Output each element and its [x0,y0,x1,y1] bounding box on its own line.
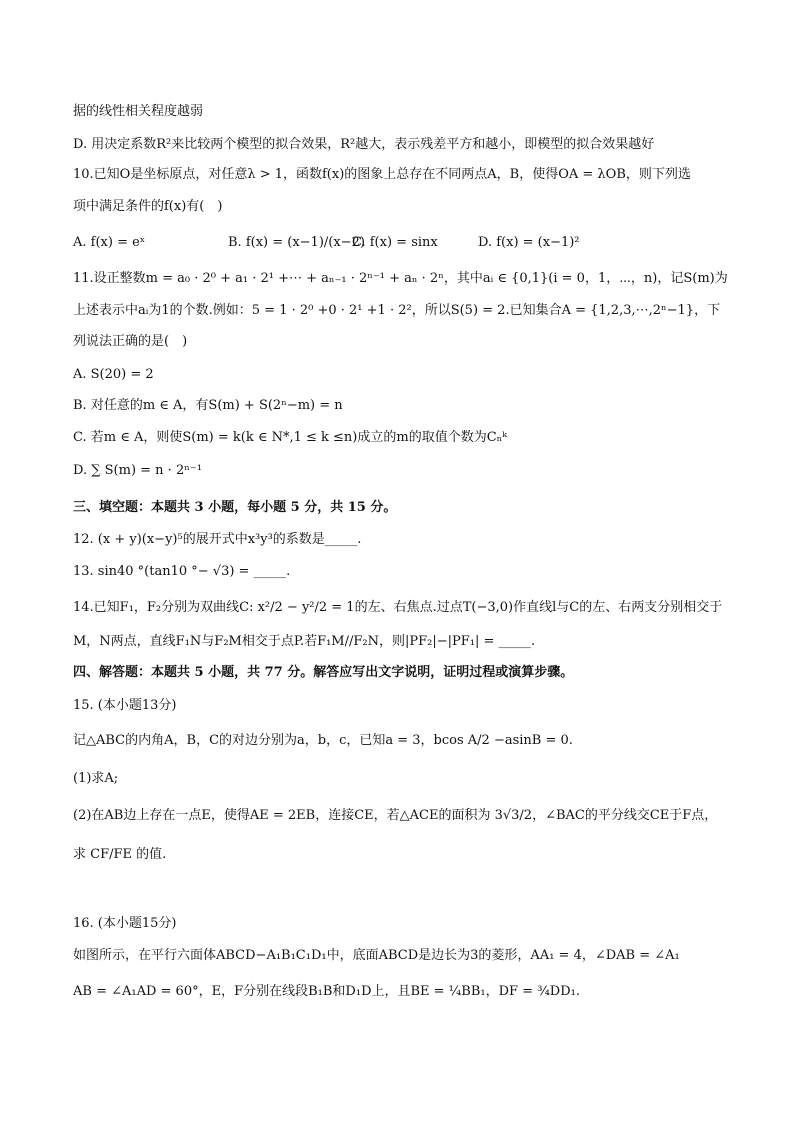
option-11-a: A. S(20) = 2 [73,367,154,382]
question-10: 10.已知O是坐标原点，对任意λ > 1，函数f(x)的图象上总存在不同两点A，B，使得OA = λOB，则下列选 [73,167,691,182]
question-16-text: 如图所示，在平行六面体ABCD−A₁B₁C₁D₁中，底面ABCD是边长为3的菱形，AA₁ = 4，∠DAB = ∠A₁ [73,948,680,963]
option-10-a: A. f(x) = eˣ [73,235,146,250]
section-heading-answers: 四、解答题：本题共 5 小题，共 77 分。解答应写出文字说明，证明过程或演算步骤。 [73,665,574,680]
question-16-header: 16. (本小题15分) [73,916,177,931]
question-16-text-cont: AB = ∠A₁AD = 60°，E，F分别在线段B₁B和D₁D上，且BE = ¼BB₁，DF = ¾DD₁. [73,984,580,999]
option-11-b: B. 对任意的m ∈ A，有S(m) + S(2ⁿ−m) = n [73,398,343,413]
option-11-d: D. ∑ S(m) = n · 2ⁿ⁻¹ [73,463,202,478]
text-line: 据的线性相关程度越弱 [73,104,204,119]
option-10-b: B. f(x) = (x−1)/(x−2) [228,235,365,250]
question-15-part-1: (1)求A; [73,771,119,786]
question-11: 11.设正整数m = a₀ · 2⁰ + a₁ · 2¹ +⋯ + aₙ₋₁ · 2ⁿ⁻¹ + aₙ · 2ⁿ，其中aᵢ ∈ {0,1}(i = 0，1，⋯，n)，记S(m)为 [73,271,728,286]
question-14-cont: M，N两点，直线F₁N与F₂M相交于点P.若F₁M//F₂N，则|PF₂|−|PF₁| = _____. [73,634,536,649]
question-14: 14.已知F₁，F₂分别为双曲线C: x²/2 − y²/2 = 1的左、右焦点.过点T(−3,0)作直线l与C的左、右两支分别相交于 [73,600,723,615]
option-10-d: D. f(x) = (x−1)² [478,235,580,250]
question-15-part-2: (2)在AB边上存在一点E，使得AE = 2EB，连接CE，若△ACE的面积为 3√3/2，∠BAC的平分线交CE于F点， [73,808,718,823]
question-12: 12. (x + y)(x−y)⁵的展开式中x³y³的系数是_____. [73,532,362,547]
question-13: 13. sin40 °(tan10 °− √3) = _____. [73,564,291,579]
option-11-c: C. 若m ∈ A，则使S(m) = k(k ∈ N*,1 ≤ k ≤n)成立的m的取值个数为Cₙᵏ [73,430,508,445]
question-10-cont: 项中满足条件的f(x)有( ) [73,199,223,214]
question-11-cont: 上述表示中aᵢ为1的个数.例如：5 = 1 · 2⁰ +0 · 2¹ +1 · 2²，所以S(5) = 2.已知集合A = {1,2,3,⋯,2ⁿ−1}，下 [73,303,721,318]
option-10-c: C. f(x) = sinx [352,235,438,250]
question-15-part-2-cont: 求 CF/FE 的值. [73,847,167,862]
question-15-header: 15. (本小题13分) [73,698,177,713]
question-15-text: 记△ABC的内角A，B，C的对边分别为a，b，c，已知a = 3，bcos A/2 −asinB = 0. [73,733,573,748]
section-heading-fill-in: 三、填空题：本题共 3 小题，每小题 5 分，共 15 分。 [73,500,397,515]
question-11-cont2: 列说法正确的是( ) [73,334,188,349]
option-d-9: D. 用决定系数R²来比较两个模型的拟合效果，R²越大，表示残差平方和越小，即模型的拟合效果越好 [73,137,655,152]
